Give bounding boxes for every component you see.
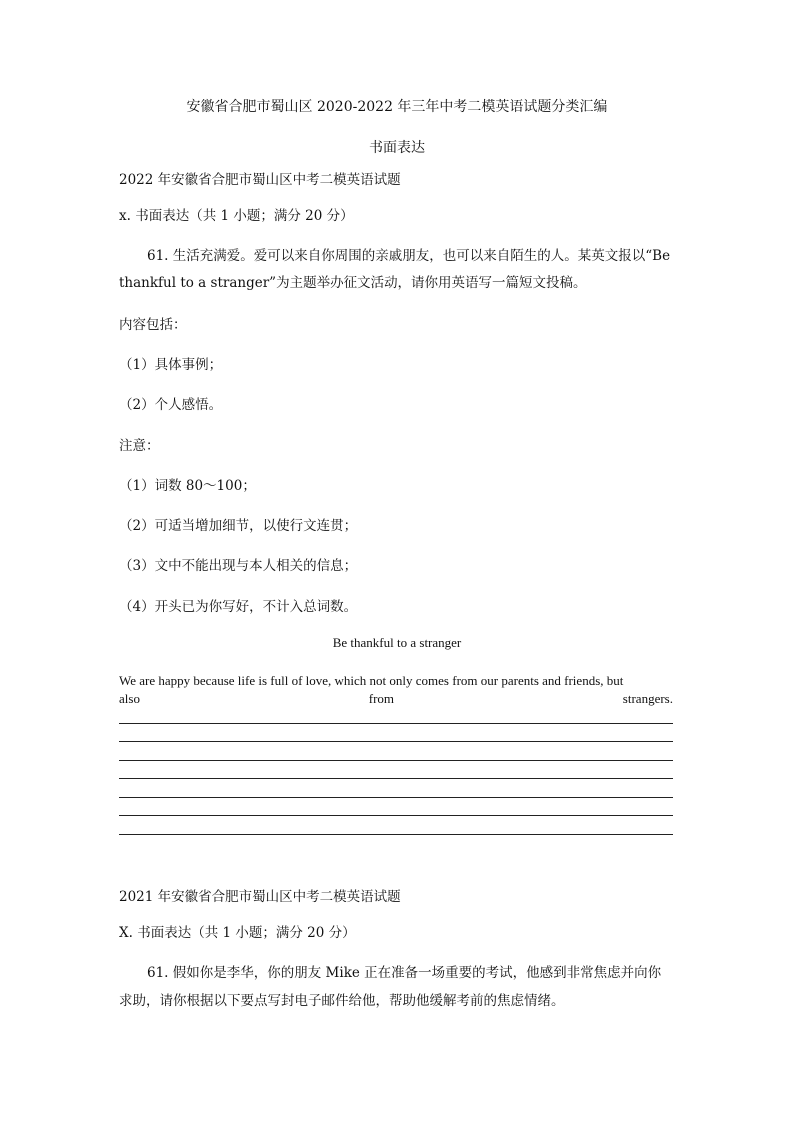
essay-word: from: [368, 691, 395, 706]
question-2022-line1: 61. 生活充满爱。爱可以来自你周围的亲戚朋友，也可以来自陌生的人。某英文报以“Be: [147, 248, 671, 264]
essay-title: Be thankful to a stranger: [332, 635, 462, 650]
essay-line-1: We are happy because life is full of love, which not only comes from our parents and friends, but: [119, 673, 624, 688]
note-item-4: （4）开头已为你写好，不计入总词数。: [119, 599, 358, 615]
writing-line: [119, 760, 673, 761]
writing-line: [119, 815, 673, 816]
essay-opening: [119, 672, 673, 708]
question-2022-line2: thankful to a stranger”为主题举办征文活动，请你用英语写一篇短文投稿。: [119, 275, 587, 291]
writing-line: [119, 797, 673, 798]
essay-word: strangers.: [622, 691, 673, 706]
notes-label: 注意：: [119, 438, 160, 454]
writing-line: [119, 778, 673, 779]
essay-word: also: [119, 691, 140, 706]
note-item-1: （1）词数 80～100；: [119, 478, 256, 494]
section-title: 书面表达: [369, 140, 425, 156]
note-item-3: （3）文中不能出现与本人相关的信息；: [119, 558, 358, 574]
content-item-1: （1）具体事例；: [119, 357, 223, 373]
part-heading-2022: x. 书面表达（共 1 小题；满分 20 分）: [119, 208, 354, 224]
note-item-2: （2）可适当增加细节，以使行文连贯；: [119, 518, 358, 534]
essay-line-2: [119, 690, 673, 708]
writing-line: [119, 741, 673, 742]
heading-2021: 2021 年安徽省合肥市蜀山区中考二模英语试题: [119, 889, 401, 905]
question-2021-line1: 61. 假如你是李华，你的朋友 Mike 正在准备一场重要的考试，他感到非常焦虑并向你: [147, 965, 662, 981]
part-heading-2021: X. 书面表达（共 1 小题；满分 20 分）: [119, 925, 356, 941]
writing-line: [119, 834, 673, 835]
document-title: 安徽省合肥市蜀山区 2020-2022 年三年中考二模英语试题分类汇编: [186, 99, 608, 115]
writing-line: [119, 723, 673, 724]
question-2021-line2: 求助，请你根据以下要点写封电子邮件给他，帮助他缓解考前的焦虑情绪。: [119, 993, 565, 1009]
content-item-2: （2）个人感悟。: [119, 397, 223, 413]
heading-2022: 2022 年安徽省合肥市蜀山区中考二模英语试题: [119, 172, 401, 188]
content-label: 内容包括：: [119, 317, 187, 333]
